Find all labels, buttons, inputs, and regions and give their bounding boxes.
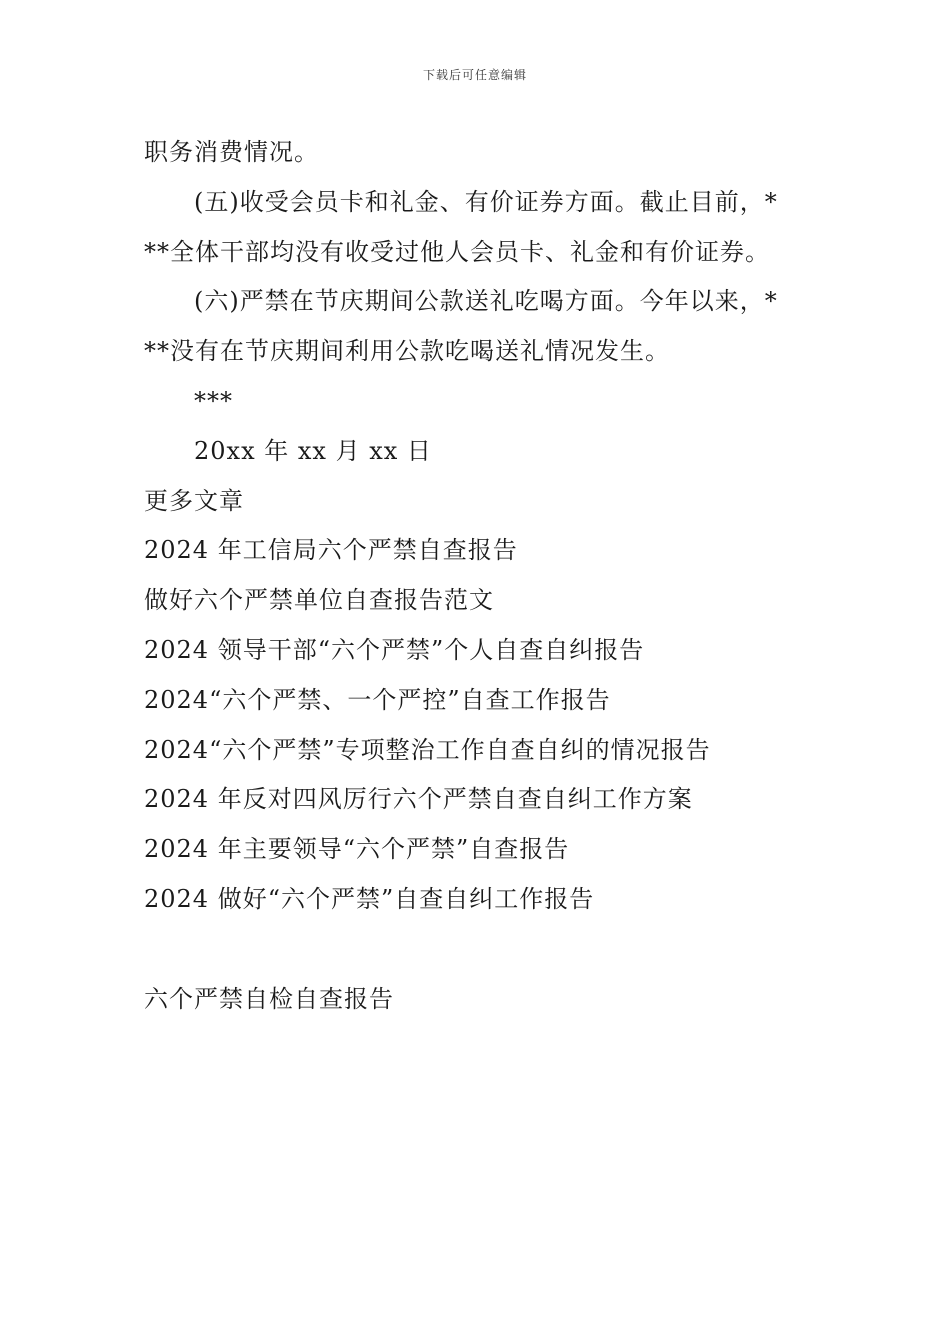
article-link[interactable]: 2024 年工信局六个严禁自查报告 xyxy=(144,536,518,565)
article-link[interactable]: 2024 领导干部“六个严禁”个人自查自纠报告 xyxy=(144,635,645,664)
footer-title: 六个严禁自检自查报告 xyxy=(144,984,394,1013)
page-header: 下载后可任意编辑 xyxy=(422,68,527,82)
body-line: (五)收受会员卡和礼金、有价证券方面。截止目前，* xyxy=(194,187,778,216)
body-line: (六)严禁在节庆期间公款送礼吃喝方面。今年以来，* xyxy=(194,287,778,316)
article-link[interactable]: 2024 做好“六个严禁”自查自纠工作报告 xyxy=(144,884,595,913)
article-link[interactable]: 2024“六个严禁”专项整治工作自查自纠的情况报告 xyxy=(144,735,711,764)
article-link[interactable]: 2024 年主要领导“六个严禁”自查报告 xyxy=(144,835,570,864)
spacer xyxy=(144,925,824,975)
signature: *** xyxy=(194,386,233,415)
body-line: **全体干部均没有收受过他人会员卡、礼金和有价证券。 xyxy=(144,237,770,266)
body-line: **没有在节庆期间利用公款吃喝送礼情况发生。 xyxy=(144,337,670,366)
article-link[interactable]: 2024 年反对四风厉行六个严禁自查自纠工作方案 xyxy=(144,785,693,814)
more-articles-heading: 更多文章 xyxy=(144,486,244,515)
body-line: 职务消费情况。 xyxy=(144,138,319,166)
article-link[interactable]: 2024“六个严禁、一个严控”自查工作报告 xyxy=(144,685,611,714)
document-date: 20xx 年 xx 月 xx 日 xyxy=(194,436,432,465)
document-body xyxy=(144,128,824,1024)
article-link[interactable]: 做好六个严禁单位自查报告范文 xyxy=(144,586,494,615)
